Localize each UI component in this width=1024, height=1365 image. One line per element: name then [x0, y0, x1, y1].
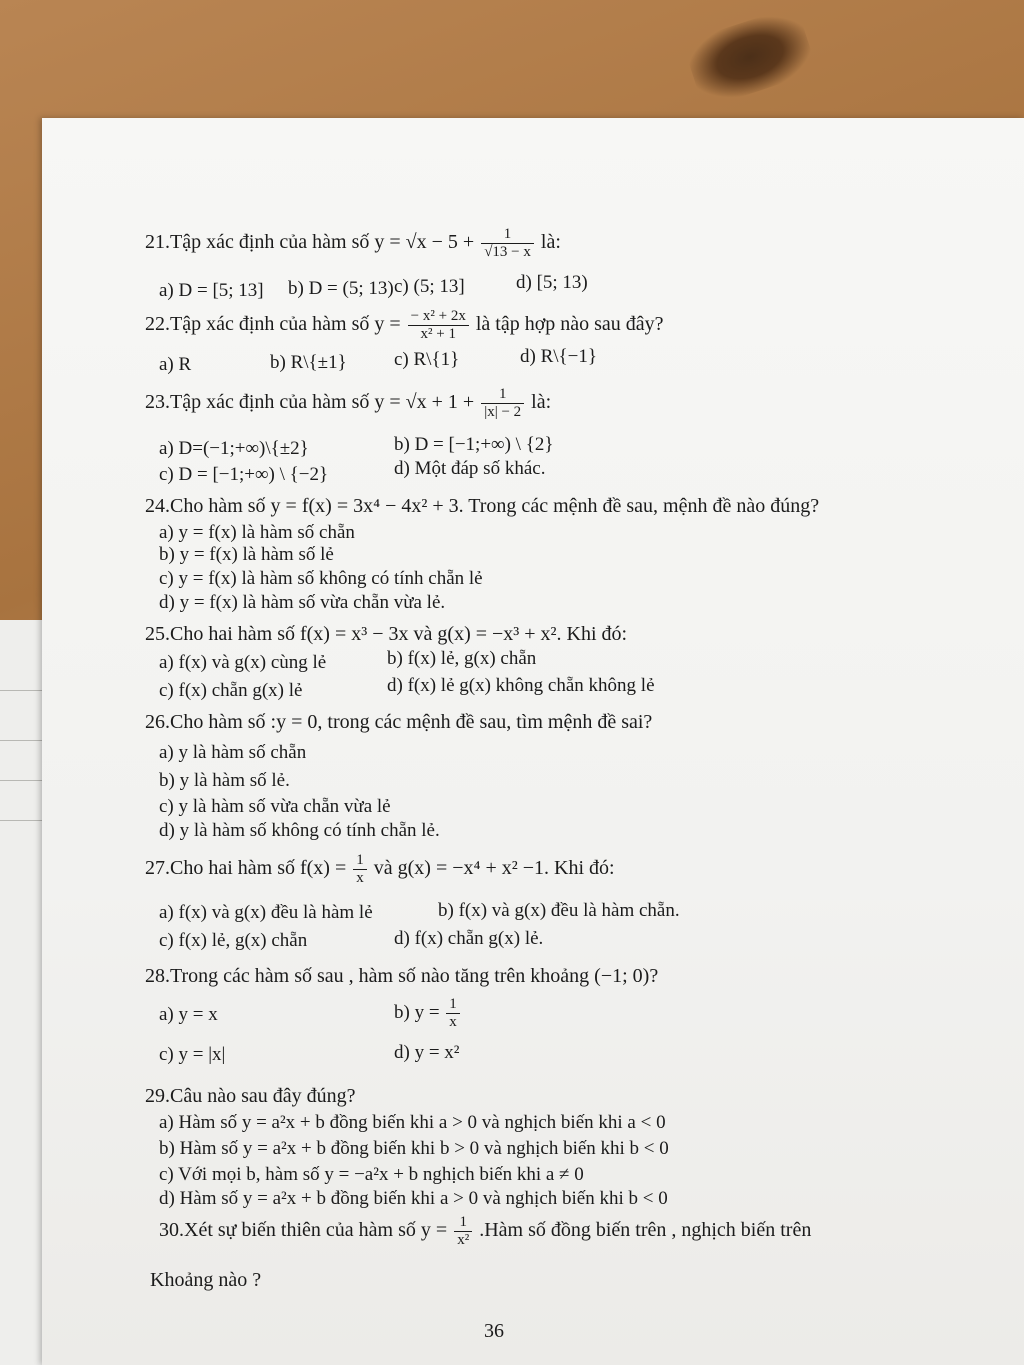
fraction	[353, 852, 367, 887]
fraction-numerator: 1	[353, 852, 367, 870]
option-b: b) D = (5; 13)	[288, 278, 394, 299]
fraction-denominator: x	[356, 870, 364, 886]
fraction	[408, 308, 469, 343]
fraction-denominator: x	[449, 1014, 457, 1030]
fraction-denominator: |x| − 2	[484, 404, 522, 420]
question-30	[159, 1214, 811, 1249]
question-text: 27.Cho hai hàm số f(x) =	[145, 857, 347, 880]
worksheet-page	[42, 118, 1024, 1365]
option-d: d) y = f(x) là hàm số vừa chẵn vừa lẻ.	[159, 592, 446, 613]
coffee-stain	[682, 5, 818, 109]
option-b: b) y = f(x) là hàm số lẻ	[159, 544, 334, 565]
formula: y =	[374, 313, 401, 336]
option-d: d) y = x²	[394, 1042, 460, 1063]
option-a: a) D=(−1;+∞)\{±2}	[159, 438, 309, 459]
question-27	[145, 852, 615, 887]
option-a: a) f(x) và g(x) đều là hàm lẻ	[159, 902, 373, 923]
question-26: 26.Cho hàm số :y = 0, trong các mệnh đề sau, tìm mệnh đề sai?	[145, 711, 653, 733]
option-b: b) R\{±1}	[270, 352, 347, 373]
formula: y = √x − 5 +	[374, 231, 475, 254]
option-c: c) f(x) lẻ, g(x) chẵn	[159, 930, 308, 951]
question-22	[145, 308, 664, 343]
question-text: 30.Xét sự biến thiên của hàm số y =	[159, 1219, 448, 1242]
option-text: b) y =	[394, 1001, 440, 1023]
question-29: 29.Câu nào sau đây đúng?	[145, 1085, 356, 1107]
question-text: 23.Tập xác định của hàm số	[145, 391, 370, 414]
option-c: c) y = |x|	[159, 1044, 226, 1065]
question-suffix: là tập hợp nào sau đây?	[475, 313, 664, 336]
option-a: a) y = x	[159, 1004, 218, 1025]
fraction-numerator: 1	[481, 386, 524, 404]
option-c: c) D = [−1;+∞) \ {−2}	[159, 464, 329, 485]
question-suffix: .Hàm số đồng biến trên , nghịch biến trên	[479, 1219, 812, 1242]
question-30-line2: Khoảng nào ?	[150, 1269, 262, 1291]
option-d: d) Hàm số y = a²x + b đồng biến khi a > 0 và nghịch biến khi b < 0	[159, 1188, 668, 1209]
question-suffix: là:	[531, 391, 552, 414]
option-a: a) y là hàm số chẵn	[159, 742, 307, 763]
fraction-numerator: − x² + 2x	[408, 308, 469, 326]
option-c: c) y = f(x) là hàm số không có tính chẵn lẻ	[159, 568, 483, 589]
option-b: b) y là hàm số lẻ.	[159, 770, 290, 791]
option-c: c) f(x) chẵn g(x) lẻ	[159, 680, 303, 701]
question-21	[145, 226, 561, 261]
fraction	[446, 996, 460, 1031]
option-d: d) f(x) chẵn g(x) lẻ.	[394, 928, 544, 949]
fraction-numerator: 1	[481, 226, 534, 244]
option-b: b) Hàm số y = a²x + b đồng biến khi b > 0 và nghịch biến khi b < 0	[159, 1138, 669, 1159]
formula: y = √x + 1 +	[374, 391, 475, 414]
fraction-denominator: √13 − x	[484, 244, 531, 260]
option-d: d) y là hàm số không có tính chẵn lẻ.	[159, 820, 440, 841]
option-d: d) Một đáp số khác.	[394, 458, 546, 479]
option-a: a) f(x) và g(x) cùng lẻ	[159, 652, 327, 673]
option-b: b) f(x) và g(x) đều là hàm chẵn.	[438, 900, 680, 921]
option-d: d) R\{−1}	[520, 346, 597, 367]
question-text: 22.Tập xác định của hàm số	[145, 313, 370, 336]
option-b: b) f(x) lẻ, g(x) chẵn	[387, 648, 537, 669]
fraction	[481, 226, 534, 261]
question-suffix: là:	[540, 231, 561, 254]
option-c: c) y là hàm số vừa chẵn vừa lẻ	[159, 796, 391, 817]
option-c: c) (5; 13]	[394, 276, 465, 297]
option-c: c) R\{1}	[394, 349, 460, 370]
option-a: a) Hàm số y = a²x + b đồng biến khi a > 0 và nghịch biến khi a < 0	[159, 1112, 666, 1133]
fraction-denominator: x²	[457, 1232, 470, 1248]
question-25: 25.Cho hai hàm số f(x) = x³ − 3x và g(x) = −x³ + x². Khi đó:	[145, 623, 628, 645]
fraction-denominator: x² + 1	[420, 326, 456, 342]
option-d: d) [5; 13)	[516, 272, 588, 293]
page-number: 36	[484, 1320, 504, 1342]
option-c: c) Với mọi b, hàm số y = −a²x + b nghịch biến khi a ≠ 0	[159, 1164, 584, 1185]
question-text: 21.Tập xác định của hàm số	[145, 231, 370, 254]
option-a: a) R	[159, 354, 192, 375]
fraction	[481, 386, 524, 421]
option-d: d) f(x) lẻ g(x) không chẵn không lẻ	[387, 675, 655, 696]
option-b	[394, 996, 462, 1031]
question-suffix: và g(x) = −x⁴ + x² −1. Khi đó:	[373, 857, 615, 880]
question-28: 28.Trong các hàm số sau , hàm số nào tăng trên khoảng (−1; 0)?	[145, 965, 659, 987]
question-23	[145, 386, 551, 421]
fraction	[454, 1214, 472, 1249]
option-a: a) D = [5; 13]	[159, 280, 264, 301]
option-a: a) y = f(x) là hàm số chẵn	[159, 522, 355, 543]
option-b: b) D = [−1;+∞) \ {2}	[394, 434, 554, 455]
question-24: 24.Cho hàm số y = f(x) = 3x⁴ − 4x² + 3. Trong các mệnh đề sau, mệnh đề nào đúng?	[145, 495, 820, 517]
fraction-numerator: 1	[446, 996, 460, 1014]
fraction-numerator: 1	[454, 1214, 472, 1232]
